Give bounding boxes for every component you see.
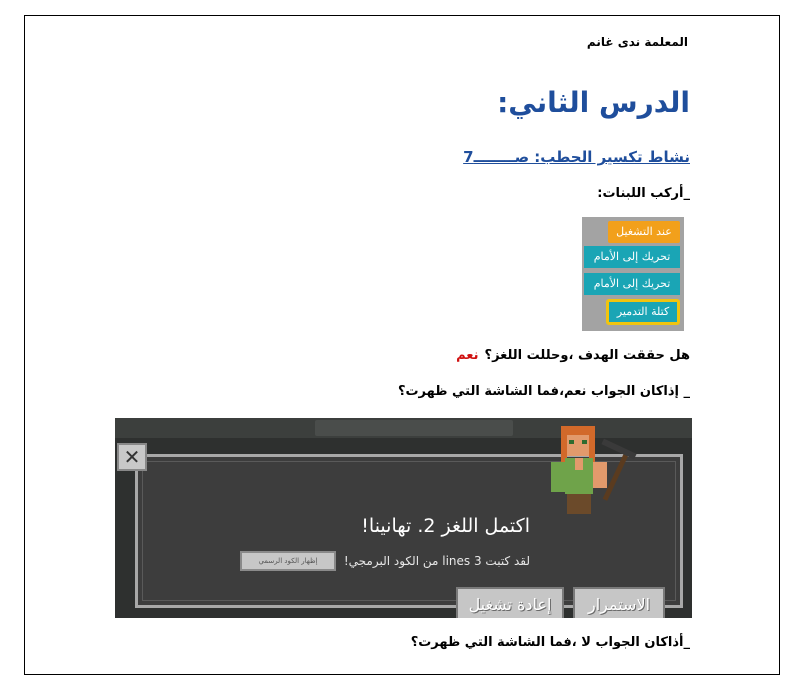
close-icon[interactable]: ✕ xyxy=(117,443,147,471)
block-move-forward: تحريك إلى الأمام xyxy=(584,246,680,268)
game-top-pill xyxy=(315,420,513,436)
document-page xyxy=(24,15,780,675)
replay-button[interactable]: إعادة تشغيل xyxy=(456,587,564,618)
question-if-no: _أذاكان الجواب لا ،فما الشاشة التي ظهرت؟ xyxy=(410,635,690,650)
show-code-button[interactable]: إظهار الكود الرسمي xyxy=(240,551,336,571)
game-screenshot xyxy=(115,418,692,618)
block-destroy: كتلة التدمير xyxy=(606,299,680,325)
question-compose-blocks: _أركب اللبنات: xyxy=(597,186,690,201)
congrats-text: اكتمل اللغز 2. تهانينا! xyxy=(361,515,530,537)
teacher-name: المعلمة ندى غانم xyxy=(586,35,688,49)
continue-button[interactable]: الاستمرار xyxy=(573,587,665,618)
question-if-yes: _ إذاكان الجواب نعم،فما الشاشة التي ظهرت؟ xyxy=(397,384,690,399)
lesson-title: الدرس الثاني: xyxy=(497,86,690,119)
question-goal-text: هل حققت الهدف ،وحللت اللغز؟ xyxy=(484,348,690,363)
code-blocks-image xyxy=(582,217,684,331)
alex-character-icon xyxy=(541,418,661,528)
block-on-start: عند التشغيل xyxy=(608,221,680,243)
block-move-forward: تحريك إلى الأمام xyxy=(584,273,680,295)
activity-title: نشاط تكسير الحطب: صــــــــ7 xyxy=(463,148,690,166)
answer-goal: نعم xyxy=(456,348,479,363)
question-goal xyxy=(456,348,690,363)
lines-message: لقد كتبت lines 3 من الكود البرمجي! xyxy=(343,554,530,568)
